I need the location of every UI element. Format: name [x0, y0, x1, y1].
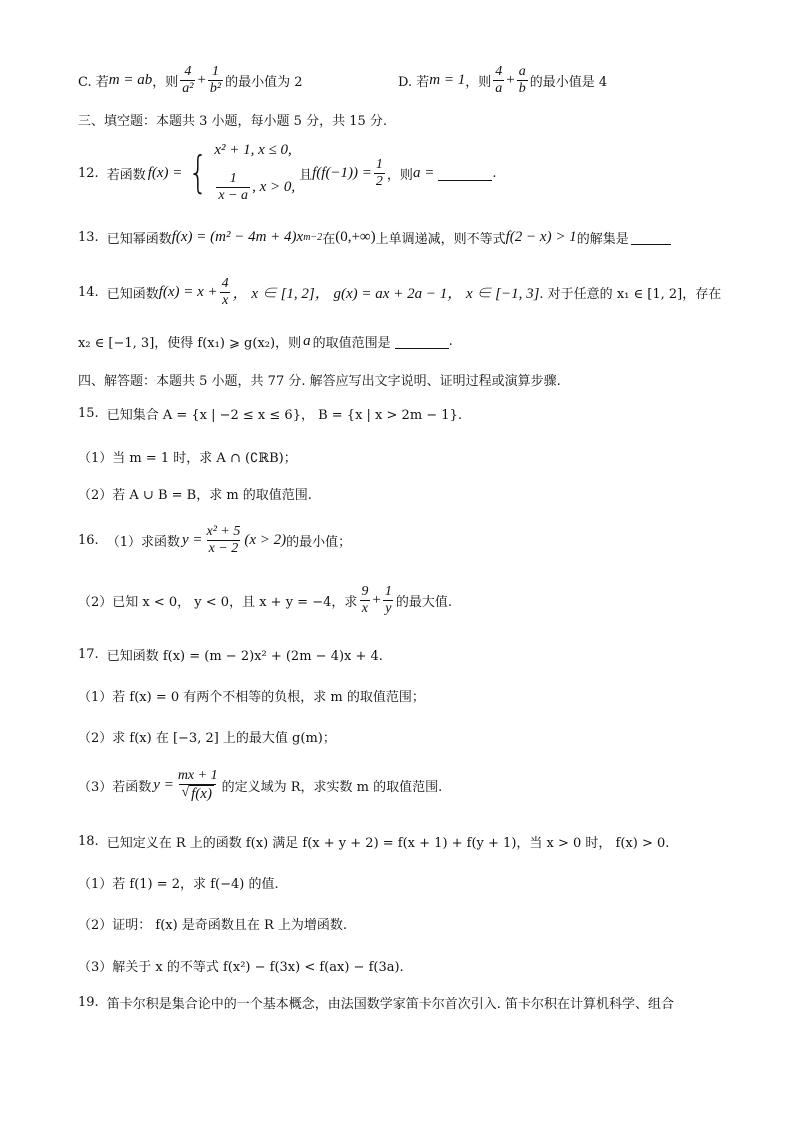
question-16-part-2: （2）已知 x < 0， y < 0，且 x + y = −4，求 $\frac{9}{x}$ + $\frac{1}{y}$ 的最大值.: [78, 584, 452, 616]
question-17-part-3: （3）若函数 y = mx + 1 √ f(x) 的定义域为 R，求实数 m 的取值范围.: [78, 768, 443, 802]
fraction: $\frac{a}{b}$: [518, 64, 526, 96]
section-heading-solutions: 四、解答题：本题共 5 小题，共 77 分. 解答应写出文字说明、证明过程或演算步骤.: [78, 374, 561, 389]
fraction: $\frac{4}{a}$: [495, 64, 503, 96]
question-15: 15. 已知集合 A = {x | −2 ≤ x ≤ 6}， B = {x | x > 2m − 1}.: [78, 406, 462, 423]
question-17-part-1: （1）若 f(x) = 0 有两个不相等的负根，求 m 的取值范围；: [78, 690, 425, 705]
question-15-part-2: （2）若 A ∪ B = B，求 m 的取值范围.: [78, 488, 312, 503]
question-13: 13. 已知幂函数 f(x) = (m² − 4m + 4)x m−2 在 (0,+∞) 上单调递减，则不等式 f(2 − x) > 1 的解集是: [78, 228, 671, 247]
fraction: $\frac{1}{x - a}$: [218, 171, 249, 203]
question-18: 18. 已知定义在 R 上的函数 f(x) 满足 f(x + y + 2) = f(x + 1) + f(y + 1)，当 x > 0 时， f(x) > 0.: [78, 834, 670, 851]
fraction: mx + 1 √ f(x): [177, 768, 218, 802]
question-14: 14. 已知函数 f(x) = x + $\frac{4}{x}$ ， x ∈ [1, 2] ， g(x) = ax + 2a − 1 ， x ∈ [−1, 3] . 对于任意的 x₁ ∈ [1, 2]，存在: [78, 276, 722, 308]
piecewise-cases: x² + 1, x ≤ 0, $\frac{1}{x - a}$ , x > 0,: [214, 142, 296, 203]
question-16: 16. （1）求函数 y = $\frac{\text{x² + 5}}{x - 2}$ (x > 2) 的最小值；: [78, 524, 352, 556]
fraction: $\frac{9}{x}$: [361, 584, 369, 616]
question-18-part-3: （3）解关于 x 的不等式 f(x²) − f(3x) < f(ax) − f(3a).: [78, 960, 404, 975]
option-c: C. 若 m = ab ，则 $\frac{4}{\text{a²}}$ + $\frac{1}{\text{b²}}$ 的最小值为 2: [78, 64, 303, 96]
square-root: √ f(x): [181, 785, 212, 802]
fraction: $\frac{1}{y}$: [384, 584, 392, 616]
question-12: 12. 若函数 f(x) = { x² + 1, x ≤ 0, $\frac{1}{x - a}$ , x > 0, 且 f(f(−1)) = $\frac{1}{2}$ ，则 a = .: [78, 142, 497, 203]
fraction: $\frac{1}{2}$: [375, 156, 383, 189]
answer-blank[interactable]: [395, 334, 449, 349]
option-d: D. 若 m = 1 ，则 $\frac{4}{a}$ + $\frac{a}{b}$ 的最小值是 4: [398, 64, 608, 96]
fraction: $\frac{4}{x}$: [221, 276, 229, 308]
question-17-part-2: （2）求 f(x) 在 [−3, 2] 上的最大值 g(m)；: [78, 731, 336, 746]
fraction: $\frac{4}{\text{a²}}$: [182, 64, 194, 96]
left-brace: {: [188, 147, 209, 198]
question-17: 17. 已知函数 f(x) = (m − 2)x² + (2m − 4)x + 4.: [78, 647, 383, 664]
question-18-part-1: （1）若 f(1) = 2，求 f(−4) 的值.: [78, 877, 279, 892]
section-heading-fill-in: 三、填空题：本题共 3 小题，每小题 5 分，共 15 分.: [78, 114, 388, 129]
question-15-part-1: （1）当 m = 1 时，求 A ∩ (∁ℝB)；: [78, 451, 297, 466]
question-18-part-2: （2）证明： f(x) 是奇函数且在 R 上为增函数.: [78, 918, 348, 933]
question-19: 19. 笛卡尔积是集合论中的一个基本概念，由法国数学家笛卡尔首次引入. 笛卡尔积在计算机科学、组合: [78, 995, 674, 1012]
answer-blank[interactable]: [631, 230, 671, 245]
question-14-continued: x₂ ∈ [−1, 3]，使得 f(x₁) ⩾ g(x₂)，则 a 的取值范围是 .: [78, 333, 453, 351]
answer-blank[interactable]: [438, 166, 492, 181]
fraction: $\frac{1}{\text{b²}}$: [209, 64, 222, 96]
fraction: $\frac{\text{x² + 5}}{x - 2}$: [206, 524, 241, 556]
